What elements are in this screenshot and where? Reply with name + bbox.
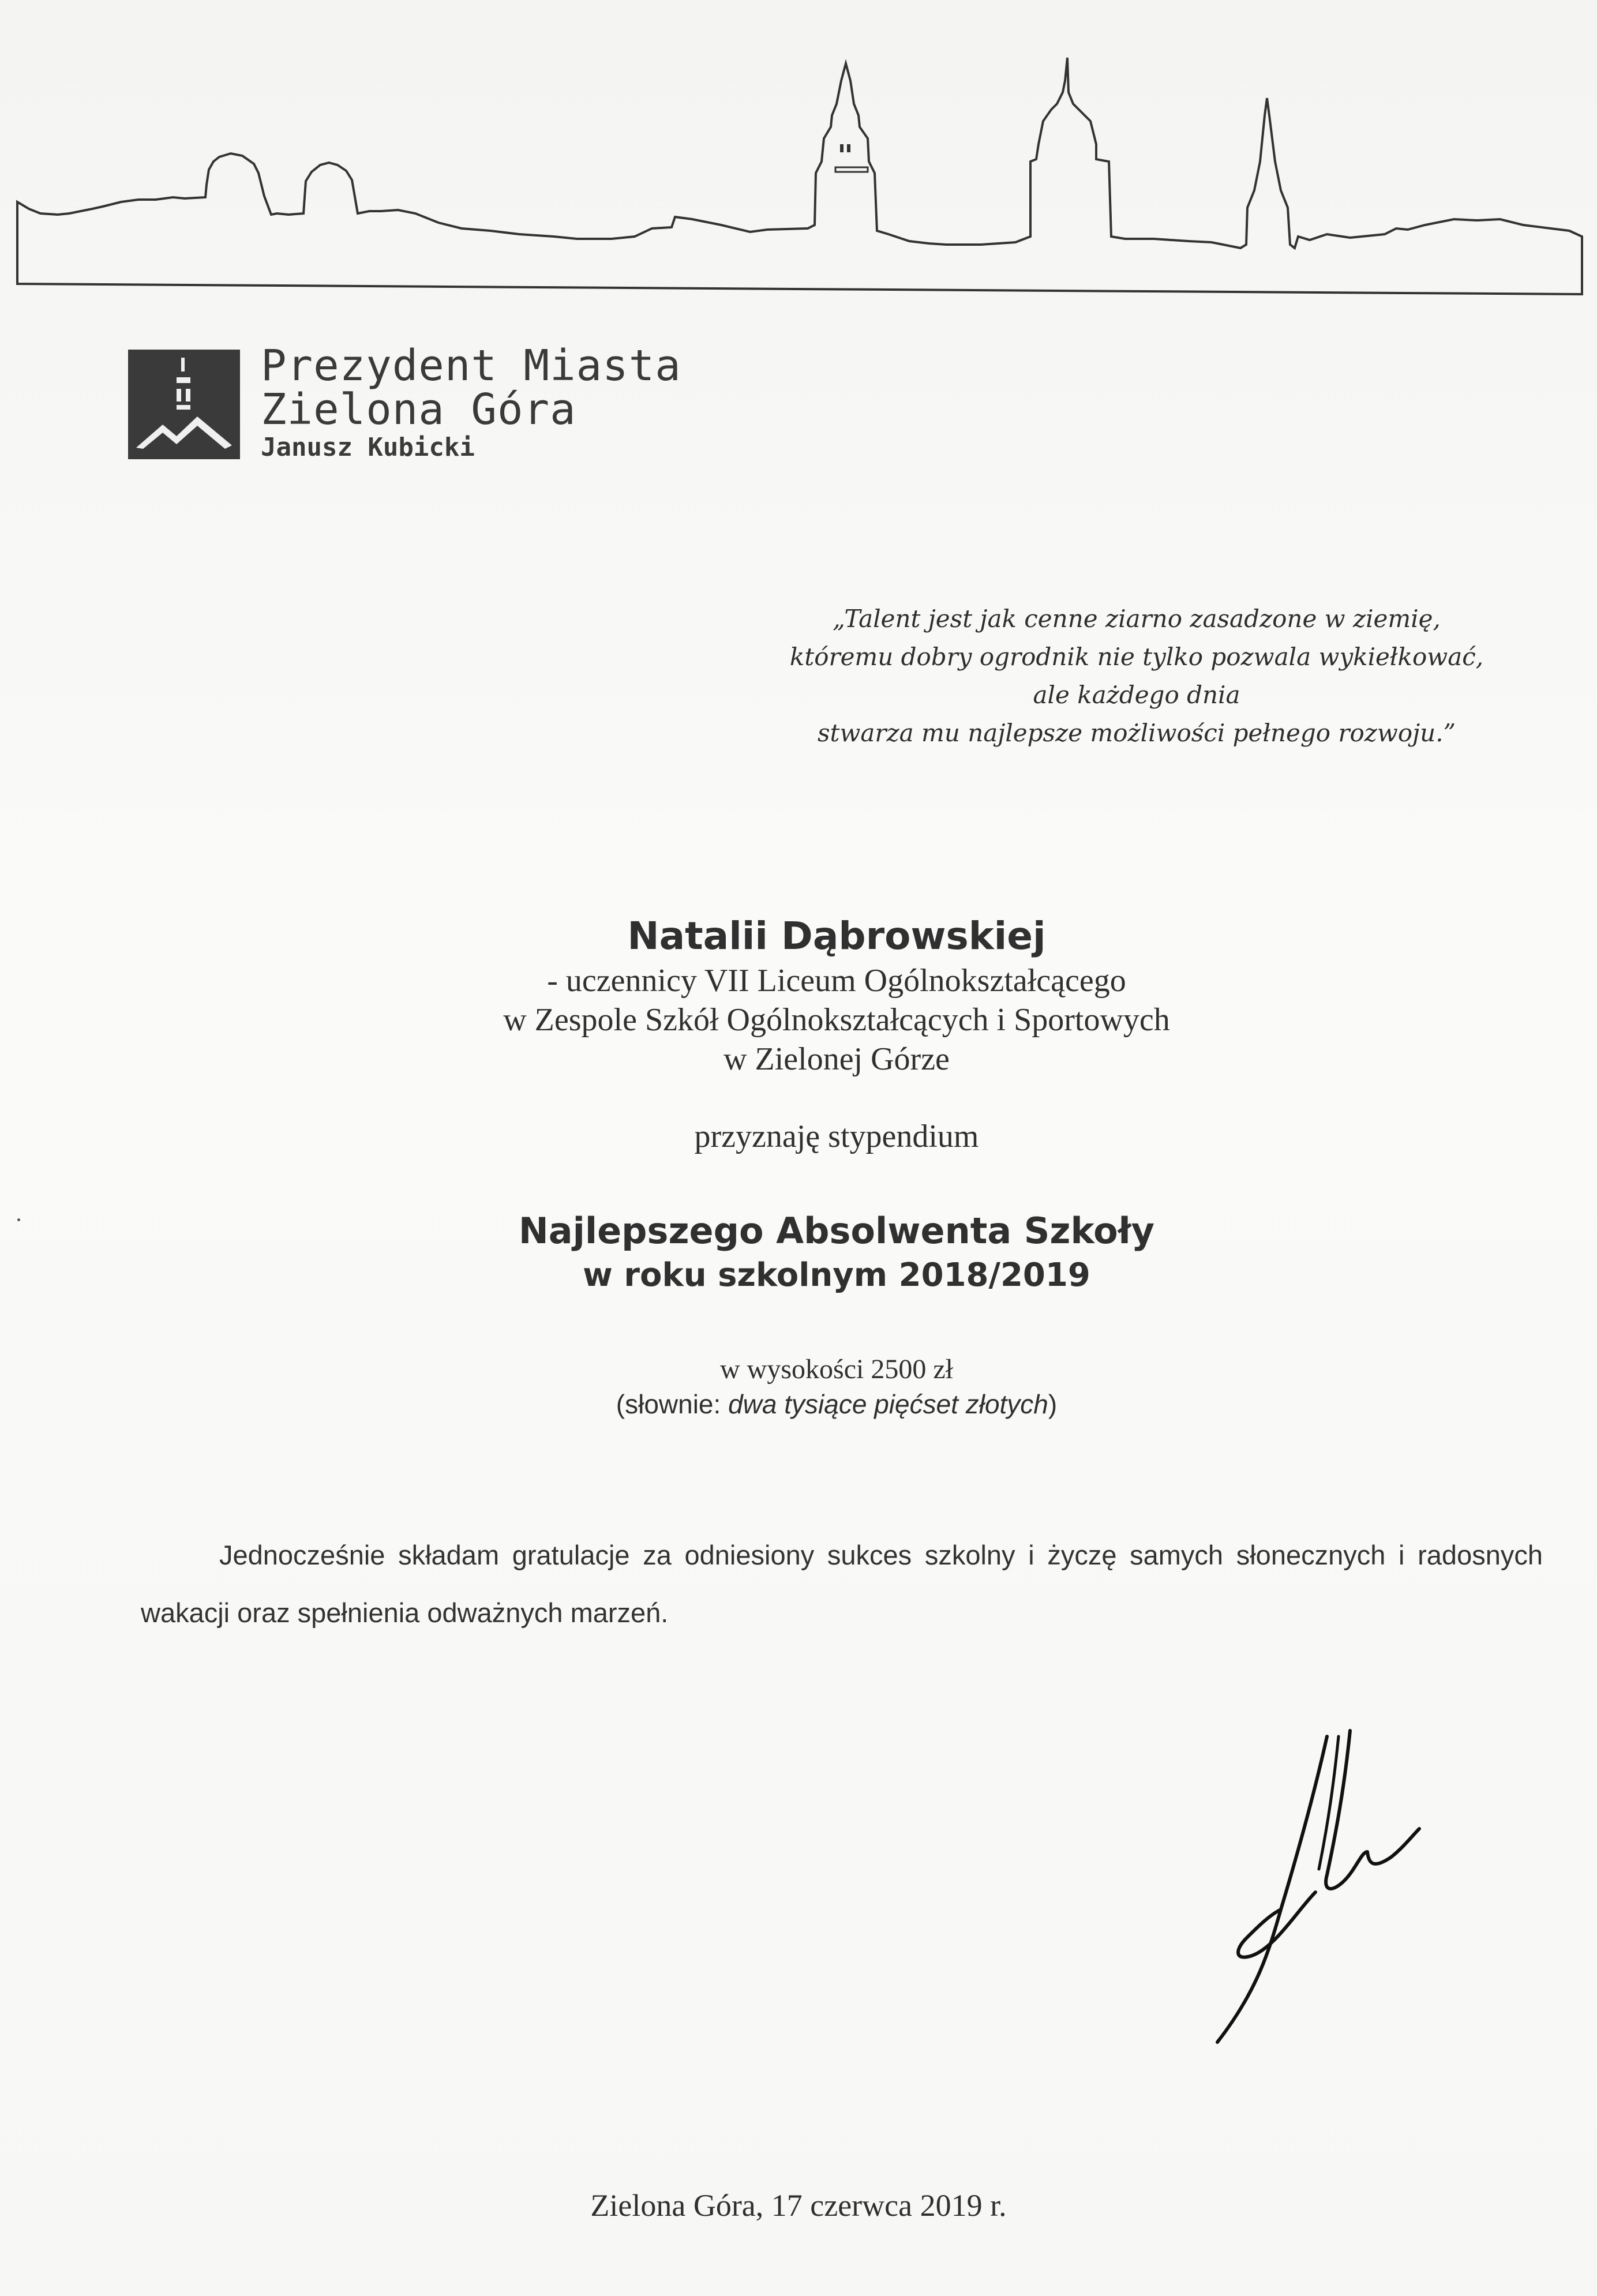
amount-words-suffix: ) bbox=[1048, 1389, 1058, 1419]
recipient-school-line: w Zespole Szkół Ogólnokształcących i Sportowych bbox=[503, 1002, 1170, 1038]
city-name: Zielona Góra bbox=[261, 385, 576, 434]
recipient-school-line: - uczennicy VII Liceum Ogólnokształcącego bbox=[547, 963, 1126, 999]
city-skyline-outline bbox=[0, 46, 1597, 312]
amount-words: dwa tysiące pięćset złotych bbox=[728, 1389, 1048, 1419]
motto-line: ale każdego dnia bbox=[1033, 681, 1240, 709]
handwritten-signature bbox=[1200, 1719, 1465, 2065]
award-title: Najlepszego Absolwenta Szkoły bbox=[518, 1210, 1155, 1252]
award-amount: w wysokości 2500 zł bbox=[720, 1354, 953, 1385]
award-body bbox=[231, 911, 1442, 1421]
mayor-name: Janusz Kubicki bbox=[261, 433, 475, 462]
motto-line: stwarza mu najlepsze możliwości pełnego rozwoju.” bbox=[817, 719, 1456, 747]
mayor-title: Prezydent Miasta bbox=[261, 341, 681, 391]
motto-line: „Talent jest jak cenne ziarno zasadzone w ziemię, bbox=[833, 605, 1441, 633]
mayor-header bbox=[261, 341, 681, 464]
amount-words-prefix: (słownie: bbox=[616, 1389, 729, 1419]
paper-speck bbox=[17, 1218, 20, 1221]
city-logo bbox=[128, 350, 240, 459]
motto-quote bbox=[750, 600, 1523, 752]
motto-line: któremu dobry ogrodnik nie tylko pozwala wykiełkować, bbox=[789, 643, 1484, 671]
award-intro: przyznaję stypendium bbox=[694, 1119, 979, 1154]
award-year: w roku szkolnym 2018/2019 bbox=[583, 1256, 1090, 1294]
recipient-school-line: w Zielonej Górze bbox=[723, 1041, 950, 1077]
recipient-name: Natalii Dąbrowskiej bbox=[627, 914, 1046, 958]
place-and-date: Zielona Góra, 17 czerwca 2019 r. bbox=[590, 2188, 1007, 2223]
award-amount-in-words bbox=[231, 1387, 1442, 1421]
congratulations-paragraph: Jednocześnie składam gratulacje za odniesiony sukces szkolny i życzę samych słonecznych i radosnych wakacji oraz spełnienia odważnych marzeń. bbox=[141, 1540, 1543, 1628]
tower-mountain-icon bbox=[128, 350, 240, 459]
